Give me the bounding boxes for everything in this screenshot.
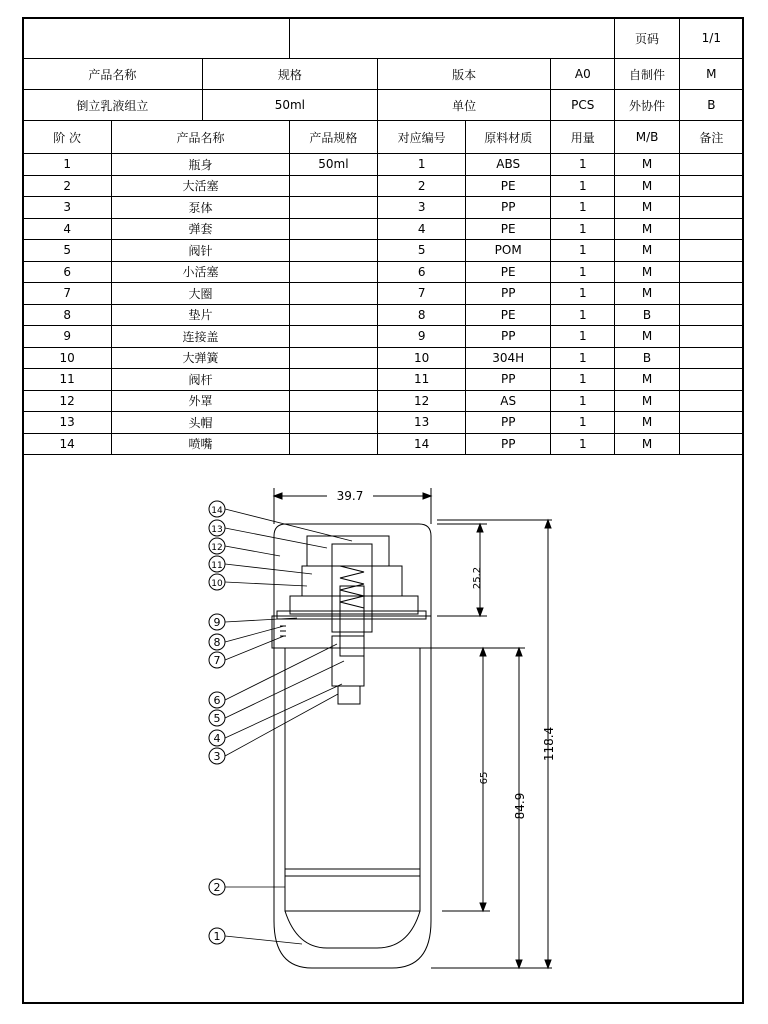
- cell-name: 外罩: [112, 390, 290, 412]
- cell-level: 3: [23, 197, 112, 219]
- cell-qty: 1: [551, 326, 615, 348]
- cell-material: PE: [466, 175, 551, 197]
- cell-level: 9: [23, 326, 112, 348]
- col-header-material: 原料材质: [466, 121, 551, 154]
- col-header-name: 产品名称: [112, 121, 290, 154]
- callout-number: 6: [213, 694, 221, 707]
- cell-qty: 1: [551, 154, 615, 176]
- cell-code: 8: [378, 304, 466, 326]
- dim-cap-label: 25.2: [472, 566, 483, 590]
- callout-number: 9: [213, 616, 221, 629]
- cell-material: PP: [466, 412, 551, 434]
- cell-name: 大圈: [112, 283, 290, 305]
- col-header-qty: 用量: [551, 121, 615, 154]
- cell-code: 11: [378, 369, 466, 391]
- callout-number: 8: [213, 636, 221, 649]
- unit-label: 单位: [378, 90, 551, 121]
- callout-number: 13: [211, 525, 223, 535]
- cell-mb: M: [615, 240, 679, 262]
- cell-name: 弹套: [112, 218, 290, 240]
- callout-number: 4: [213, 732, 221, 745]
- cell-qty: 1: [551, 175, 615, 197]
- cell-level: 10: [23, 347, 112, 369]
- dim-total-label: 118.4: [542, 726, 556, 762]
- cell-code: 14: [378, 433, 466, 455]
- cell-level: 14: [23, 433, 112, 455]
- cell-material: PP: [466, 326, 551, 348]
- cell-qty: 1: [551, 304, 615, 326]
- cell-level: 11: [23, 369, 112, 391]
- cell-material: PE: [466, 261, 551, 283]
- cell-qty: 1: [551, 283, 615, 305]
- callout-number: 2: [213, 881, 221, 894]
- callout-number: 1: [213, 930, 221, 943]
- page-label: 页码: [615, 18, 679, 59]
- cell-material: PP: [466, 197, 551, 219]
- cell-code: 3: [378, 197, 466, 219]
- page-value: 1/1: [679, 18, 743, 59]
- cell-qty: 1: [551, 197, 615, 219]
- cell-code: 10: [378, 347, 466, 369]
- spec-label: 规格: [202, 59, 377, 90]
- self-made-label: 自制件: [615, 59, 679, 90]
- cell-code: 9: [378, 326, 466, 348]
- cell-mb: M: [615, 433, 679, 455]
- cell-material: PP: [466, 433, 551, 455]
- cell-mb: B: [615, 347, 679, 369]
- unit-value: PCS: [551, 90, 615, 121]
- cell-mb: M: [615, 390, 679, 412]
- col-header-mb: M/B: [615, 121, 679, 154]
- callout-number: 12: [211, 543, 223, 553]
- callout-number: 10: [211, 579, 223, 589]
- cell-material: AS: [466, 390, 551, 412]
- cell-level: 4: [23, 218, 112, 240]
- self-made-code: M: [679, 59, 743, 90]
- cell-name: 阀针: [112, 240, 290, 262]
- cell-level: 13: [23, 412, 112, 434]
- cell-level: 1: [23, 154, 112, 176]
- cell-qty: 1: [551, 412, 615, 434]
- outsourced-code: B: [679, 90, 743, 121]
- col-header-level: 阶 次: [23, 121, 112, 154]
- cell-level: 5: [23, 240, 112, 262]
- callout-number: 11: [211, 561, 223, 571]
- cell-material: POM: [466, 240, 551, 262]
- dim-inner-label: 65: [479, 771, 490, 785]
- cell-material: PE: [466, 304, 551, 326]
- cell-qty: 1: [551, 390, 615, 412]
- cell-name: 大弹簧: [112, 347, 290, 369]
- outsourced-label: 外协件: [615, 90, 679, 121]
- cell-code: 2: [378, 175, 466, 197]
- cell-material: ABS: [466, 154, 551, 176]
- cell-mb: M: [615, 218, 679, 240]
- cell-name: 大活塞: [112, 175, 290, 197]
- cell-code: 4: [378, 218, 466, 240]
- cell-qty: 1: [551, 347, 615, 369]
- cell-name: 泵体: [112, 197, 290, 219]
- cell-level: 8: [23, 304, 112, 326]
- callout-number: 7: [213, 654, 221, 667]
- product-name-label: 产品名称: [23, 59, 203, 90]
- cell-name: 喷嘴: [112, 433, 290, 455]
- cell-code: 1: [378, 154, 466, 176]
- col-header-note: 备注: [679, 121, 743, 154]
- callout-number: 14: [211, 506, 223, 516]
- cell-mb: M: [615, 197, 679, 219]
- cell-mb: M: [615, 175, 679, 197]
- cell-code: 12: [378, 390, 466, 412]
- cell-qty: 1: [551, 218, 615, 240]
- cell-mb: M: [615, 412, 679, 434]
- version-value: A0: [551, 59, 615, 90]
- cell-code: 13: [378, 412, 466, 434]
- cell-name: 头帽: [112, 412, 290, 434]
- dim-width-label: 39.7: [336, 489, 364, 503]
- callout-number: 3: [213, 750, 221, 763]
- col-header-code: 对应编号: [378, 121, 466, 154]
- cell-mb: B: [615, 304, 679, 326]
- cell-spec: 50ml: [289, 154, 377, 176]
- cell-code: 7: [378, 283, 466, 305]
- cell-mb: M: [615, 369, 679, 391]
- dim-body-label: 84.9: [513, 792, 527, 820]
- cell-qty: 1: [551, 369, 615, 391]
- cell-name: 连接盖: [112, 326, 290, 348]
- cell-material: PE: [466, 218, 551, 240]
- cell-code: 6: [378, 261, 466, 283]
- cell-name: 瓶身: [112, 154, 290, 176]
- cell-mb: M: [615, 261, 679, 283]
- version-label: 版本: [378, 59, 551, 90]
- cell-code: 5: [378, 240, 466, 262]
- cell-level: 2: [23, 175, 112, 197]
- cell-material: 304H: [466, 347, 551, 369]
- cell-mb: M: [615, 326, 679, 348]
- spec-value: 50ml: [202, 90, 377, 121]
- cell-level: 6: [23, 261, 112, 283]
- cell-material: PP: [466, 369, 551, 391]
- cell-level: 12: [23, 390, 112, 412]
- cell-name: 阀杆: [112, 369, 290, 391]
- cell-name: 垫片: [112, 304, 290, 326]
- cell-name: 小活塞: [112, 261, 290, 283]
- product-name-value: 倒立乳液组立: [23, 90, 203, 121]
- cell-mb: M: [615, 283, 679, 305]
- cell-material: PP: [466, 283, 551, 305]
- callout-number: 5: [213, 712, 221, 725]
- cell-level: 7: [23, 283, 112, 305]
- cell-qty: 1: [551, 261, 615, 283]
- sheet-border: [22, 17, 744, 1004]
- cell-qty: 1: [551, 240, 615, 262]
- cell-mb: M: [615, 154, 679, 176]
- cell-qty: 1: [551, 433, 615, 455]
- col-header-spec: 产品规格: [289, 121, 377, 154]
